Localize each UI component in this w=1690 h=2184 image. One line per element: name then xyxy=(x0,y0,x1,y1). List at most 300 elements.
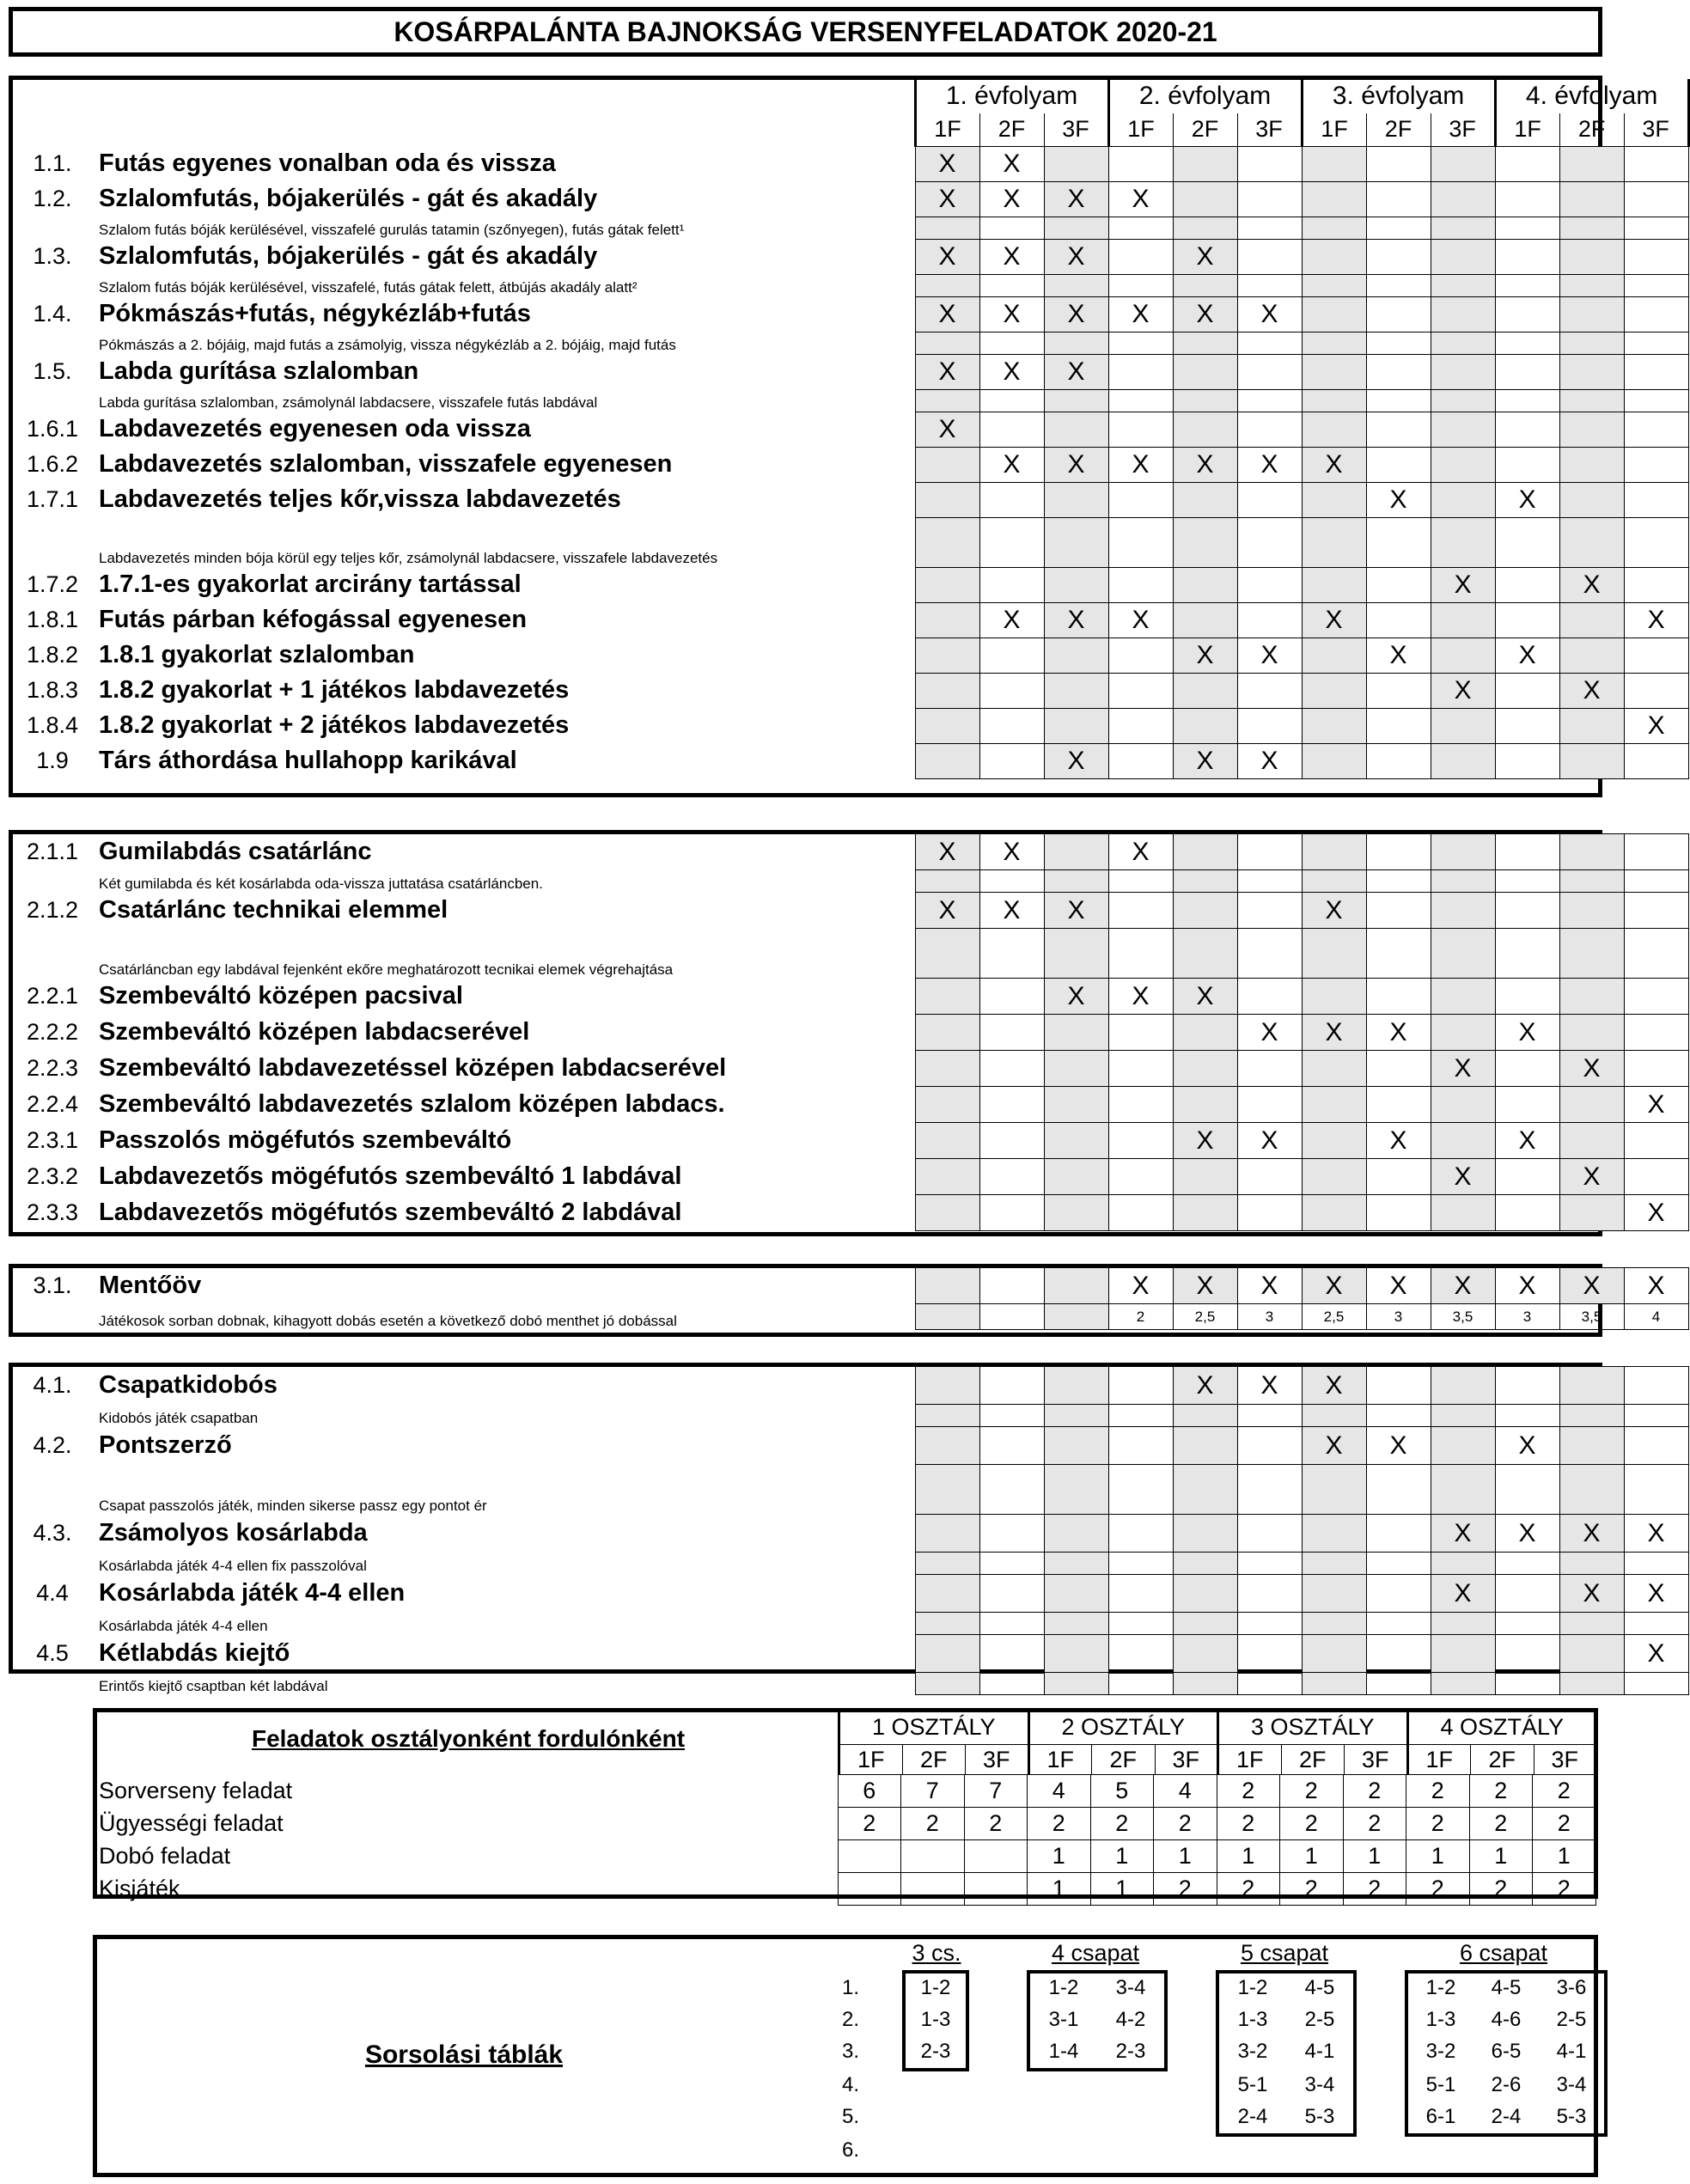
mark-cell xyxy=(1366,274,1431,296)
mark-cell xyxy=(1302,979,1366,1015)
mark-cell xyxy=(979,482,1044,517)
mark-cell xyxy=(1108,274,1173,296)
pairing-cell: 1-2 xyxy=(1237,1976,1268,1999)
mark-cell: X xyxy=(979,602,1044,638)
mark-cell: X xyxy=(1559,1268,1624,1304)
summary-row xyxy=(97,1808,1595,1840)
mark-cell xyxy=(1624,482,1688,517)
mark-cell xyxy=(979,1087,1044,1123)
task-name: Passzolós mögéfutós szembeváltó xyxy=(99,1126,512,1154)
mark-cell xyxy=(1495,296,1559,332)
mark-cell xyxy=(1108,1367,1173,1405)
summary-value: 6 xyxy=(838,1775,901,1808)
mark-cell xyxy=(1366,517,1431,567)
summary-value: 7 xyxy=(901,1775,965,1808)
task-number: 3.1. xyxy=(33,1272,72,1298)
task-description-row xyxy=(13,1673,1688,1695)
mark-cell xyxy=(1237,274,1302,296)
mark-cell xyxy=(1431,1405,1495,1427)
task-number: 1.3. xyxy=(33,243,72,269)
mark-cell xyxy=(1237,332,1302,354)
mark-cell xyxy=(1559,181,1624,217)
mark-cell xyxy=(915,1515,979,1553)
mark-cell xyxy=(1108,1465,1173,1515)
mark-cell xyxy=(1366,1613,1431,1635)
mark-cell xyxy=(1108,412,1173,447)
mark-cell: X xyxy=(979,296,1044,332)
pairing-cell: 1-2 xyxy=(1425,1976,1456,1999)
pairing-cell: 2-3 xyxy=(920,2040,951,2063)
mark-cell xyxy=(1173,1673,1237,1695)
mark-cell xyxy=(1302,1159,1366,1195)
mark-cell xyxy=(1173,1015,1237,1051)
mark-cell xyxy=(1108,1635,1173,1673)
mark-cell xyxy=(1237,1427,1302,1465)
summary-value: 2 xyxy=(1280,1808,1344,1840)
mark-cell xyxy=(915,217,979,239)
mark-cell xyxy=(1431,296,1495,332)
mark-cell xyxy=(915,1051,979,1087)
mark-cell xyxy=(1559,1195,1624,1231)
mark-cell xyxy=(979,412,1044,447)
mark-cell: X xyxy=(1624,1635,1688,1673)
task-row xyxy=(13,146,1688,181)
mark-cell: X xyxy=(1559,1515,1624,1553)
mark-cell xyxy=(1366,412,1431,447)
mark-cell xyxy=(979,217,1044,239)
mark-cell: X xyxy=(1495,482,1559,517)
mark-cell xyxy=(1366,1159,1431,1195)
mark-cell xyxy=(979,389,1044,412)
mark-cell xyxy=(915,482,979,517)
mark-cell xyxy=(979,979,1044,1015)
task-name: Labdavezetés teljes kőr,vissza labdavezetés xyxy=(99,485,621,513)
mark-cell xyxy=(979,1268,1044,1304)
mark-cell xyxy=(1173,354,1237,389)
task-row xyxy=(13,1015,1688,1051)
score-cell xyxy=(1044,1304,1108,1330)
mark-cell xyxy=(1173,834,1237,870)
mark-cell: X xyxy=(1366,482,1431,517)
task-number: 1.7.1 xyxy=(26,486,79,512)
mark-cell xyxy=(1108,870,1173,893)
mark-cell xyxy=(1044,1613,1108,1635)
mark-cell xyxy=(1302,332,1366,354)
task-name: 1.7.1-es gyakorlat arcirány tartással xyxy=(99,570,522,598)
mark-cell xyxy=(1495,146,1559,181)
score-cell xyxy=(915,1304,979,1330)
mark-cell xyxy=(1495,602,1559,638)
mark-cell xyxy=(1559,1613,1624,1635)
mark-cell xyxy=(1302,708,1366,743)
score-cell: 4 xyxy=(1624,1304,1688,1330)
mark-cell xyxy=(1559,1673,1624,1695)
mark-cell: X xyxy=(1624,1575,1688,1613)
mark-cell xyxy=(1559,146,1624,181)
mark-cell xyxy=(1624,567,1688,602)
summary-class-header: 1 OSZTÁLY xyxy=(839,1711,1029,1744)
summary-value: 2 xyxy=(1280,1873,1344,1906)
summary-value: 2 xyxy=(1028,1808,1091,1840)
mark-cell xyxy=(1173,412,1237,447)
mark-cell: X xyxy=(915,834,979,870)
grade-header: 3. évfolyam xyxy=(1302,79,1495,113)
mark-cell xyxy=(1173,1635,1237,1673)
mark-cell xyxy=(915,447,979,482)
mark-cell xyxy=(1237,1673,1302,1695)
mark-cell xyxy=(1624,332,1688,354)
summary-row xyxy=(97,1873,1595,1906)
mark-cell xyxy=(1108,638,1173,673)
mark-cell xyxy=(1044,1515,1108,1553)
mark-cell xyxy=(1624,1427,1688,1465)
mark-cell: X xyxy=(1044,296,1108,332)
mark-cell xyxy=(1431,517,1495,567)
mark-cell xyxy=(1108,239,1173,274)
round-number: 4. xyxy=(841,2073,859,2096)
mark-cell: X xyxy=(1044,743,1108,778)
mark-cell xyxy=(1173,1405,1237,1427)
mark-cell xyxy=(1559,708,1624,743)
mark-cell xyxy=(1431,1427,1495,1465)
mark-cell xyxy=(1431,743,1495,778)
mark-cell xyxy=(1431,638,1495,673)
mark-cell xyxy=(1302,1635,1366,1673)
mark-cell xyxy=(1173,389,1237,412)
mark-cell xyxy=(1044,1405,1108,1427)
mark-cell xyxy=(1624,146,1688,181)
mark-cell xyxy=(1431,389,1495,412)
mark-cell xyxy=(1173,181,1237,217)
task-number: 1.5. xyxy=(33,358,72,384)
mark-cell xyxy=(915,1613,979,1635)
task-row xyxy=(13,412,1688,447)
mark-cell xyxy=(1624,1051,1688,1087)
mark-cell xyxy=(1237,708,1302,743)
pairing-cell: 4-2 xyxy=(1115,2008,1146,2031)
section-2-table xyxy=(13,833,1689,1231)
mark-cell: X xyxy=(1624,1268,1688,1304)
mark-cell xyxy=(1624,979,1688,1015)
mark-cell xyxy=(915,1553,979,1575)
mark-cell xyxy=(1302,1465,1366,1515)
mark-cell xyxy=(979,1367,1044,1405)
grade-header: 1. évfolyam xyxy=(915,79,1108,113)
summary-value: 1 xyxy=(1028,1873,1091,1906)
mark-cell: X xyxy=(1495,638,1559,673)
summary-value: 2 xyxy=(1154,1873,1217,1906)
task-description-row xyxy=(13,1553,1688,1575)
mark-cell xyxy=(1108,1613,1173,1635)
task-row xyxy=(13,979,1688,1015)
mark-cell xyxy=(1366,447,1431,482)
mark-cell xyxy=(1495,567,1559,602)
mark-cell xyxy=(1302,482,1366,517)
mark-cell xyxy=(1431,708,1495,743)
mark-cell: X xyxy=(1495,1515,1559,1553)
task-number: 1.6.1 xyxy=(26,416,79,442)
mark-cell: X xyxy=(1302,602,1366,638)
task-number: 2.3.3 xyxy=(26,1199,79,1225)
mark-cell xyxy=(915,870,979,893)
mark-cell xyxy=(1431,1087,1495,1123)
task-name: Szlalomfutás, bójakerülés - gát és akadály xyxy=(99,242,598,270)
mark-cell: X xyxy=(1495,1123,1559,1159)
summary-value xyxy=(964,1873,1028,1906)
task-name: Labdavezetős mögéfutós szembeváltó 1 labdával xyxy=(99,1162,682,1190)
summary-table xyxy=(97,1774,1596,1906)
task-row xyxy=(13,181,1688,217)
mark-cell xyxy=(1559,979,1624,1015)
summary-row-label: Ügyességi feladat xyxy=(99,1810,284,1836)
mark-cell xyxy=(1559,1367,1624,1405)
pairing-cell: 1-2 xyxy=(920,1976,951,1999)
task-description-row xyxy=(13,929,1688,979)
mark-cell xyxy=(915,332,979,354)
mark-cell xyxy=(979,332,1044,354)
mark-cell: X xyxy=(915,893,979,929)
mark-cell xyxy=(979,1515,1044,1553)
mark-cell xyxy=(1044,517,1108,567)
summary-value: 1 xyxy=(1406,1840,1470,1873)
mark-cell xyxy=(1237,1159,1302,1195)
draw-header: 3 cs. xyxy=(912,1940,961,1966)
mark-cell xyxy=(1108,743,1173,778)
mark-cell xyxy=(1431,1367,1495,1405)
task-row xyxy=(13,1195,1688,1231)
mark-cell xyxy=(1559,602,1624,638)
summary-value: 2 xyxy=(1406,1873,1470,1906)
mark-cell xyxy=(1108,1575,1173,1613)
mark-cell xyxy=(1624,1123,1688,1159)
mark-cell xyxy=(1624,834,1688,870)
mark-cell xyxy=(1624,1405,1688,1427)
task-row xyxy=(13,1123,1688,1159)
mark-cell: X xyxy=(1302,893,1366,929)
mark-cell xyxy=(1624,893,1688,929)
mark-cell xyxy=(979,708,1044,743)
mark-cell xyxy=(1431,274,1495,296)
pairing-cell: 3-2 xyxy=(1237,2040,1268,2063)
mark-cell xyxy=(1044,1268,1108,1304)
summary-class-header: 4 OSZTÁLY xyxy=(1407,1711,1597,1744)
class-subheader: 3F xyxy=(1044,113,1108,146)
task-description: Erintős kiejtő csaptban két labdával xyxy=(99,1677,328,1694)
summary-row xyxy=(97,1775,1595,1808)
task-row xyxy=(13,1051,1688,1087)
task-name: Gumilabdás csatárlánc xyxy=(99,838,372,865)
task-row xyxy=(13,1427,1688,1465)
pairing-cell: 3-4 xyxy=(1115,1976,1146,1999)
class-subheader: 3F xyxy=(1237,113,1302,146)
mark-cell xyxy=(1044,1015,1108,1051)
mark-cell xyxy=(1044,217,1108,239)
task-description: Kosárlabda játék 4-4 ellen fix passzolóval xyxy=(99,1557,367,1574)
score-cell: 2,5 xyxy=(1173,1304,1237,1330)
class-subheader: 2F xyxy=(1366,113,1431,146)
task-description-row xyxy=(13,1613,1688,1635)
mark-cell xyxy=(1495,1159,1559,1195)
pairing-cell: 3-4 xyxy=(1556,2073,1587,2096)
mark-cell xyxy=(1366,893,1431,929)
score-cell: 2,5 xyxy=(1302,1304,1366,1330)
task-number: 4.1. xyxy=(33,1372,72,1398)
mark-cell xyxy=(1495,1087,1559,1123)
mark-cell xyxy=(1366,743,1431,778)
page-title: KOSÁRPALÁNTA BAJNOKSÁG VERSENYFELADATOK 2020-21 xyxy=(9,7,1602,57)
mark-cell xyxy=(1108,146,1173,181)
mark-cell xyxy=(1108,1159,1173,1195)
mark-cell: X xyxy=(1173,743,1237,778)
task-row xyxy=(13,1268,1688,1304)
pairing-cell: 1-2 xyxy=(1048,1976,1079,1999)
pairing-cell: 5-1 xyxy=(1237,2073,1268,2096)
mark-cell: X xyxy=(1108,296,1173,332)
summary-value: 2 xyxy=(838,1808,901,1840)
mark-cell xyxy=(1302,181,1366,217)
mark-cell xyxy=(1044,567,1108,602)
mark-cell: X xyxy=(1108,181,1173,217)
mark-cell xyxy=(1559,274,1624,296)
mark-cell xyxy=(1366,1367,1431,1405)
mark-cell xyxy=(915,979,979,1015)
score-cell xyxy=(979,1304,1044,1330)
mark-cell xyxy=(1366,1465,1431,1515)
mark-cell: X xyxy=(1044,893,1108,929)
summary-value: 1 xyxy=(1154,1840,1217,1873)
mark-cell xyxy=(1173,708,1237,743)
mark-cell xyxy=(1495,1553,1559,1575)
summary-subheader: 2F xyxy=(1281,1744,1345,1775)
mark-cell xyxy=(1431,1195,1495,1231)
mark-cell xyxy=(1302,1051,1366,1087)
mark-cell xyxy=(979,517,1044,567)
mark-cell xyxy=(1173,893,1237,929)
task-description-row xyxy=(13,517,1688,567)
summary-value: 5 xyxy=(1090,1775,1154,1808)
task-description: Kidobós játék csapatban xyxy=(99,1409,259,1426)
task-number: 4.4 xyxy=(36,1580,69,1606)
mark-cell xyxy=(1173,1427,1237,1465)
task-row xyxy=(13,893,1688,929)
mark-cell xyxy=(1559,217,1624,239)
mark-cell: X xyxy=(1044,447,1108,482)
draw-header: 4 csapat xyxy=(1051,1940,1140,1966)
mark-cell xyxy=(1431,1553,1495,1575)
mark-cell xyxy=(1624,274,1688,296)
mark-cell: X xyxy=(1559,1575,1624,1613)
mark-cell xyxy=(1173,673,1237,708)
mark-cell xyxy=(1366,1405,1431,1427)
task-row xyxy=(13,1087,1688,1123)
mark-cell: X xyxy=(1237,447,1302,482)
class-subheader: 2F xyxy=(979,113,1044,146)
mark-cell xyxy=(1495,332,1559,354)
task-number: 2.1.1 xyxy=(26,839,79,864)
task-name: Futás párban kéfogással egyenesen xyxy=(99,606,528,633)
mark-cell xyxy=(1302,1613,1366,1635)
mark-cell xyxy=(1237,1195,1302,1231)
mark-cell xyxy=(1044,332,1108,354)
mark-cell: X xyxy=(1431,1515,1495,1553)
summary-row xyxy=(97,1840,1595,1873)
mark-cell xyxy=(1302,743,1366,778)
round-number: 6. xyxy=(841,2138,859,2162)
mark-cell xyxy=(1366,1195,1431,1231)
pairing-cell: 5-3 xyxy=(1556,2105,1587,2128)
task-description: Csapat passzolós játék, minden sikerse passz egy pontot ér xyxy=(99,1497,487,1514)
mark-cell xyxy=(1559,332,1624,354)
pairing-cell: 6-1 xyxy=(1425,2105,1456,2128)
mark-cell xyxy=(1302,412,1366,447)
mark-cell xyxy=(1302,567,1366,602)
mark-cell: X xyxy=(1302,1015,1366,1051)
pairing-cell: 1-3 xyxy=(1425,2008,1456,2031)
mark-cell xyxy=(1624,638,1688,673)
mark-cell xyxy=(1302,274,1366,296)
pairing-cell: 6-5 xyxy=(1491,2040,1522,2063)
mark-cell xyxy=(1044,870,1108,893)
mark-cell xyxy=(915,517,979,567)
mark-cell: X xyxy=(1431,567,1495,602)
task-name: Szembeváltó középen pacsival xyxy=(99,982,463,1010)
mark-cell xyxy=(1173,1159,1237,1195)
mark-cell xyxy=(1624,1159,1688,1195)
mark-cell xyxy=(979,1553,1044,1575)
mark-cell xyxy=(1624,929,1688,979)
mark-cell xyxy=(915,1427,979,1465)
summary-value: 2 xyxy=(964,1808,1028,1840)
mark-cell xyxy=(1366,217,1431,239)
mark-cell xyxy=(1044,274,1108,296)
grade-header: 4. évfolyam xyxy=(1495,79,1688,113)
mark-cell xyxy=(915,638,979,673)
mark-cell xyxy=(1624,1367,1688,1405)
task-number: 2.3.2 xyxy=(26,1163,79,1189)
mark-cell: X xyxy=(1173,296,1237,332)
mark-cell xyxy=(979,274,1044,296)
mark-cell xyxy=(1237,567,1302,602)
summary-value: 2 xyxy=(1280,1775,1344,1808)
summary-value: 2 xyxy=(1217,1873,1280,1906)
task-number: 1.6.2 xyxy=(26,451,79,477)
summary-value: 2 xyxy=(1154,1808,1217,1840)
task-row xyxy=(13,743,1688,778)
mark-cell: X xyxy=(1431,673,1495,708)
summary-subheader: 3F xyxy=(966,1744,1029,1775)
mark-cell: X xyxy=(979,893,1044,929)
task-name: Labdavezetés egyenesen oda vissza xyxy=(99,415,531,442)
mark-cell xyxy=(1559,638,1624,673)
mark-cell: X xyxy=(1624,1087,1688,1123)
mark-cell: X xyxy=(1173,1367,1237,1405)
mark-cell xyxy=(1044,1673,1108,1695)
mark-cell xyxy=(979,673,1044,708)
mark-cell xyxy=(979,1427,1044,1465)
mark-cell xyxy=(1366,979,1431,1015)
mark-cell xyxy=(1366,1635,1431,1673)
mark-cell xyxy=(1302,1087,1366,1123)
mark-cell xyxy=(1237,1635,1302,1673)
mark-cell xyxy=(1173,332,1237,354)
task-description-row xyxy=(13,217,1688,239)
mark-cell xyxy=(1624,1465,1688,1515)
mark-cell xyxy=(1108,1427,1173,1465)
mark-cell xyxy=(1302,673,1366,708)
mark-cell xyxy=(1173,870,1237,893)
mark-cell: X xyxy=(979,181,1044,217)
task-name: Szlalomfutás, bójakerülés - gát és akadály xyxy=(99,185,598,212)
